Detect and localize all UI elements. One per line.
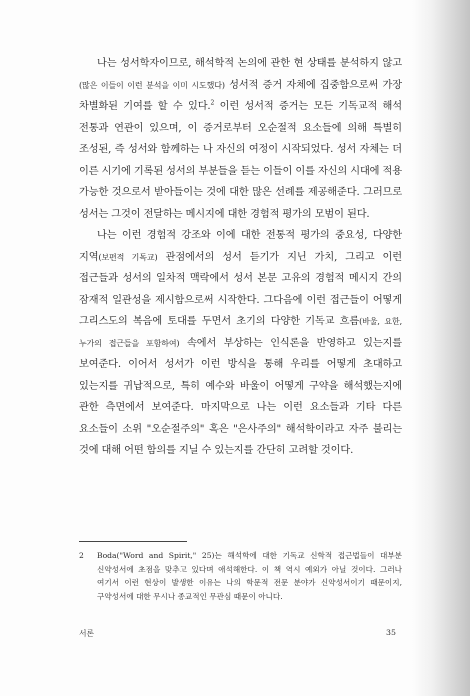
paragraph-2-text-b: 관점에서의 성서 듣기가 지닌 가치, 그리고 이런 접근들과 성서의 일차적 맥락에서 성서 본문 고유의 경험적 메시지 간의 잠재적 일관성을 제시함으로써 시작한다. 그다음에 이런 접근들이 어떻게 그리스도의 복음에 토대를 두면서 초기의 다양한 기독교 흐름: [79, 251, 402, 327]
footnote-2: [79, 549, 402, 603]
page-shadow-edge: [412, 0, 470, 696]
paragraph-1-text-a: 나는 성서학자이므로, 해석학적 논의에 관한 현 상태를 분석하지 않고: [97, 58, 402, 69]
main-body-text: [79, 53, 402, 462]
footnote-number: 2: [79, 551, 84, 560]
paragraph-1-text-b: 성서적 증거 자체에 집중함으로써 가장 차별화된 기여를 할 수 있다.: [79, 79, 402, 112]
paragraph-1: [79, 53, 402, 225]
paragraph-2: [79, 225, 402, 462]
page-number: 35: [386, 628, 396, 637]
paragraph-2-small-note-2: (바울, 요한, 누가의 접근들을 포함하여): [79, 317, 403, 348]
paragraph-2-text-a: 나는 이런 경험적 강조와 이에 대한 전통적 평가의 중요성, 다양한 지역: [79, 230, 402, 263]
paragraph-2-small-note: (보편적 기독교): [98, 252, 158, 262]
footnote-text: Boda("Word and Spirit," 25)는 해석학에 대한 기독교 신학적 접근법들이 대부분 신약성서에 초점을 맞추고 있다며 애석해한다. 이 책 역시 예외가 아닐 것이다. 그러나 여기서 이런 현상이 발생한 이유는 나의 학문적 전문 분야가 신약성서이기 때문이지, 구약성서에 대한 무시나 종교적인 무관심 때문이 아니다.: [97, 551, 402, 601]
paragraph-1-text-c: 이런 성서적 증거는 모든 기독교적 해석 전통과 연관이 있으며, 이 증거로부터 오순절적 요소들에 의해 특별히 조성된, 즉 성서와 함께하는 나 자신의 여정이 시작되었다. 성서 자체는 더 이른 시기에 기록된 성서의 부분들을 듣는 이들이 이를 자신의 시대에 적용 가능한 것으로서 받아들이는 것에 대한 많은 선례를 제공해준다. 그러므로 성서는 그것이 전달하는 메시지에 대한 경험적 평가의 모범이 된다.: [79, 101, 402, 220]
running-footer-title: 서론: [79, 629, 95, 638]
paragraph-2-text-c: 속에서 부상하는 인식론을 반영하고 있는지를 보여준다. 이어서 성서가 이런 방식을 통해 우리를 어떻게 초대하고 있는지를 귀납적으로, 특히 예수와 바울이 어떻게 구약을 해석했는지에 관한 측면에서 보여준다. 마지막으로 나는 이런 요소들과 기타 다른 요소들이 소위 "오순절주의" 혹은 "은사주의" 해석학이라고 자주 불리는 것에 대해 어떤 함의를 지닐 수 있는지를 간단히 고려할 것이다.: [79, 337, 402, 456]
footnote-separator-rule: [79, 541, 187, 542]
footnote-marker-2: 2: [210, 99, 215, 107]
paragraph-1-small-note: (많은 이들이 이런 분석을 이미 시도했다): [79, 80, 225, 90]
